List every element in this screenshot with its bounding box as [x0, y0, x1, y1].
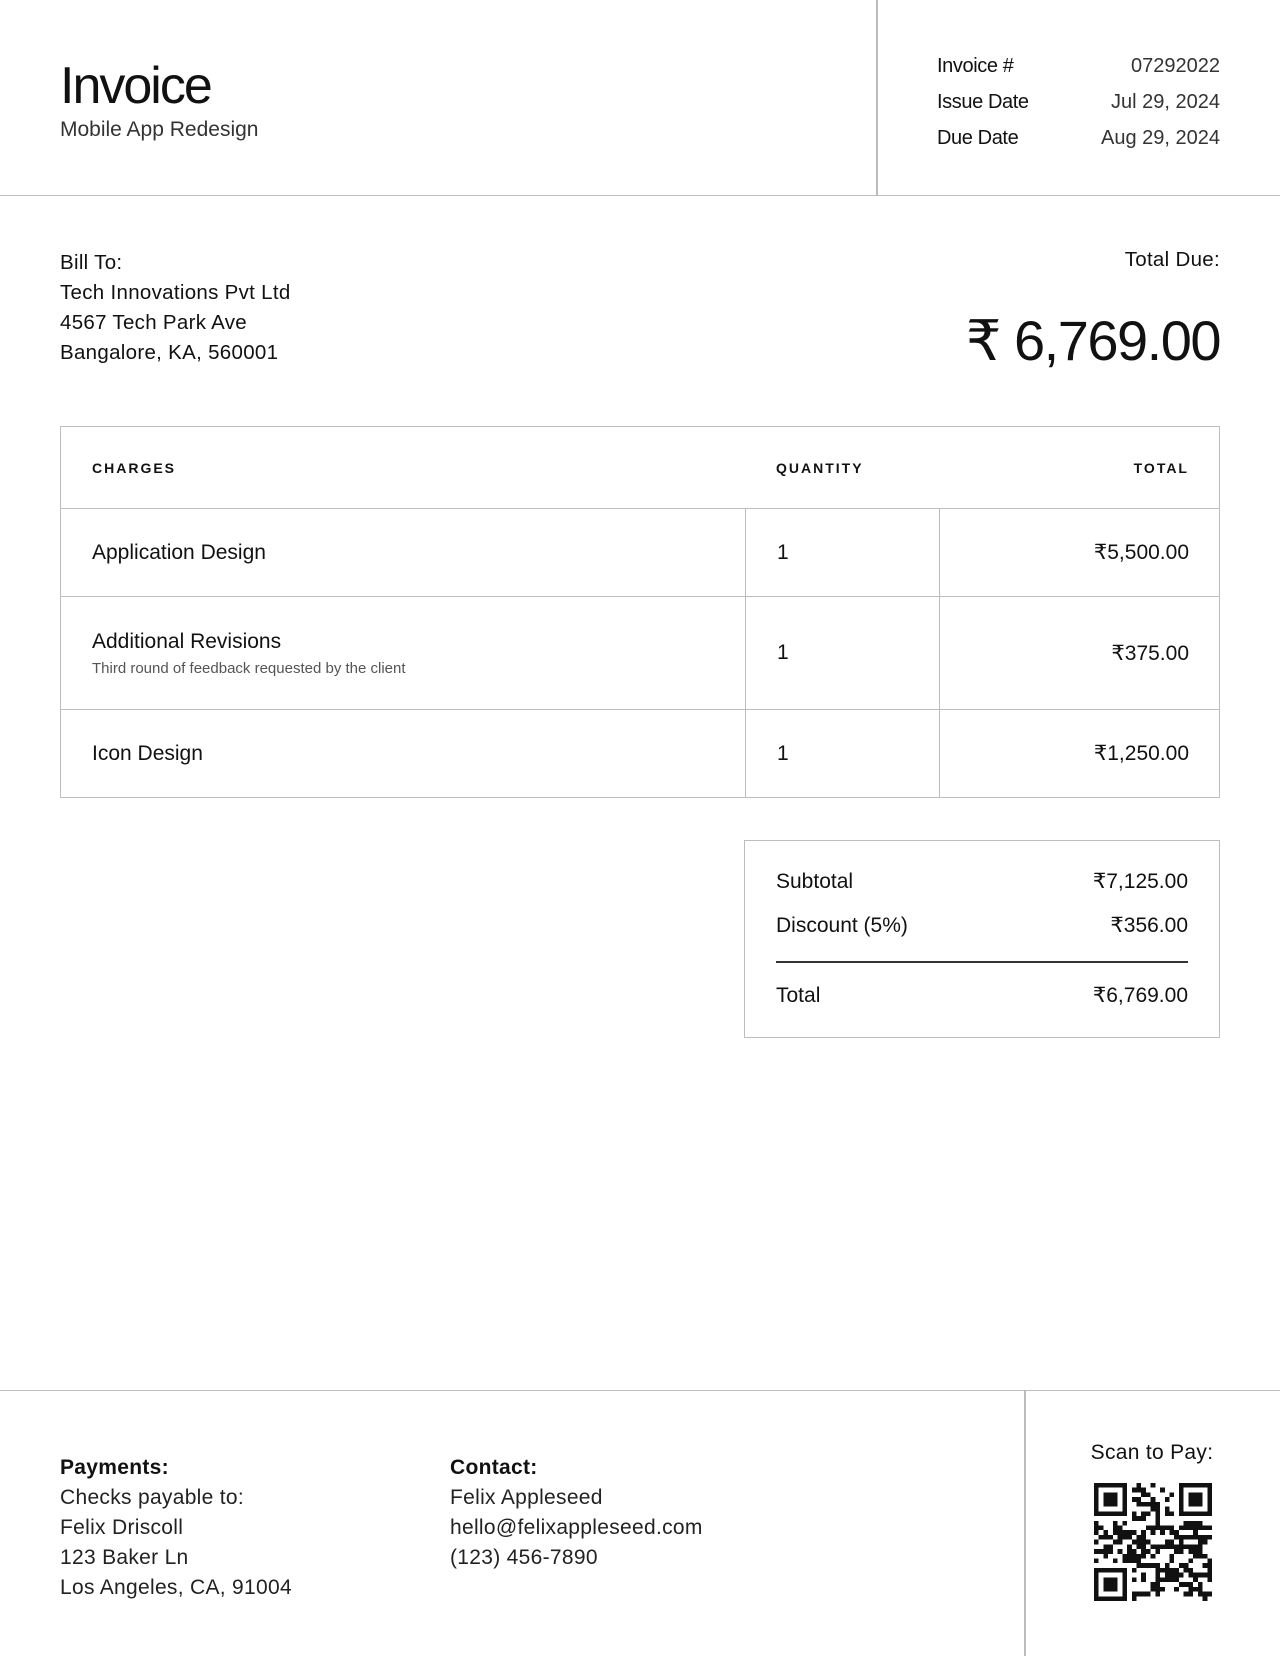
meta-row-due-date	[937, 120, 1220, 156]
page-title: Invoice	[60, 57, 211, 115]
meta-label: Invoice #	[937, 54, 1014, 77]
meta-row-invoice-number	[937, 48, 1220, 84]
charges-table	[60, 426, 1220, 798]
meta-row-issue-date	[937, 84, 1220, 120]
column-header-total: TOTAL	[1133, 459, 1189, 476]
discount-value: ₹356.00	[1110, 914, 1188, 937]
table-row	[61, 597, 1219, 710]
total-value: ₹6,769.00	[1092, 984, 1188, 1007]
charge-cell	[61, 710, 745, 797]
payments-block	[60, 1453, 292, 1603]
charge-cell	[61, 509, 745, 596]
total-due-label: Total Due:	[1124, 248, 1220, 271]
charge-description: Third round of feedback requested by the client	[92, 659, 406, 677]
contact-block	[450, 1453, 703, 1573]
bill-to-block	[60, 248, 291, 368]
meta-value: Aug 29, 2024	[1101, 126, 1220, 149]
column-header-charges: CHARGES	[92, 459, 177, 476]
contact-heading: Contact:	[450, 1456, 538, 1479]
bill-to-line: 4567 Tech Park Ave	[60, 311, 247, 334]
bill-to-line: Bangalore, KA, 560001	[60, 341, 279, 364]
payments-line: Los Angeles, CA, 91004	[60, 1576, 292, 1599]
payments-line: Checks payable to:	[60, 1486, 245, 1509]
invoice-header	[0, 0, 1280, 196]
quantity-cell: 1	[745, 597, 939, 709]
payments-heading: Payments:	[60, 1456, 169, 1479]
table-row	[61, 710, 1219, 797]
table-row	[61, 509, 1219, 597]
total-label: Total	[776, 983, 821, 1007]
summary-divider	[776, 961, 1188, 963]
invoice-meta	[937, 48, 1220, 156]
total-cell: ₹375.00	[939, 597, 1219, 709]
total-row	[776, 983, 1188, 1008]
charge-name: Icon Design	[92, 741, 203, 765]
project-subtitle: Mobile App Redesign	[60, 118, 259, 141]
total-cell: ₹5,500.00	[939, 509, 1219, 596]
subtotal-row	[776, 869, 1188, 894]
bill-to-label: Bill To:	[60, 251, 123, 274]
contact-phone: (123) 456-7890	[450, 1546, 598, 1569]
header-divider	[876, 0, 878, 196]
charge-name: Application Design	[92, 540, 266, 564]
qr-code-icon[interactable]	[1094, 1483, 1212, 1601]
charge-name: Additional Revisions	[92, 629, 282, 653]
discount-row	[776, 913, 1188, 938]
subtotal-label: Subtotal	[776, 869, 854, 893]
discount-label: Discount (5%)	[776, 913, 908, 937]
quantity-cell: 1	[745, 509, 939, 596]
summary-box	[744, 840, 1220, 1038]
subtotal-value: ₹7,125.00	[1092, 870, 1188, 893]
charge-cell	[61, 597, 745, 709]
total-cell: ₹1,250.00	[939, 710, 1219, 797]
quantity-cell: 1	[745, 710, 939, 797]
bill-to-line: Tech Innovations Pvt Ltd	[60, 281, 291, 304]
meta-label: Issue Date	[937, 90, 1029, 113]
contact-name: Felix Appleseed	[450, 1486, 603, 1509]
meta-value: 07292022	[1131, 54, 1220, 77]
column-header-quantity: QUANTITY	[776, 459, 864, 476]
meta-label: Due Date	[937, 126, 1019, 149]
footer-divider	[1024, 1391, 1026, 1656]
invoice-footer	[0, 1390, 1280, 1656]
meta-value: Jul 29, 2024	[1111, 90, 1220, 113]
contact-email: hello@felixappleseed.com	[450, 1516, 703, 1539]
payments-line: Felix Driscoll	[60, 1516, 184, 1539]
payments-line: 123 Baker Ln	[60, 1546, 189, 1569]
scan-to-pay-label: Scan to Pay:	[1090, 1441, 1214, 1464]
table-header-row	[61, 427, 1219, 509]
total-due-amount: ₹ 6,769.00	[965, 309, 1220, 372]
